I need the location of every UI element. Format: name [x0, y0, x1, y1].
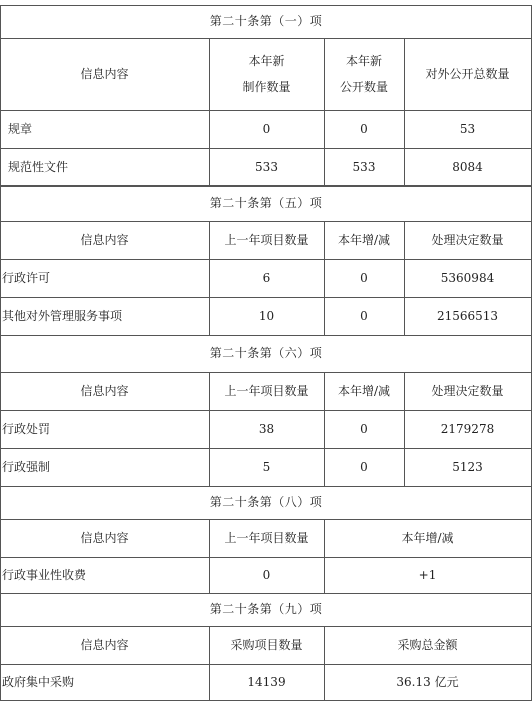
column-header: 本年增/减	[401, 530, 454, 545]
table-cell: 533	[352, 159, 376, 174]
column-header: 信息内容	[80, 232, 129, 247]
row-label: 行政处罚	[2, 421, 51, 436]
table-cell: 10	[258, 308, 275, 323]
column-header: 信息内容	[80, 383, 129, 398]
section-title: 第二十条第（一）项	[209, 14, 323, 29]
table-cell: 0	[262, 121, 271, 136]
table-column-rule	[0, 5, 1, 186]
table-cell: 21566513	[436, 308, 499, 323]
table-column-rule	[404, 38, 405, 186]
column-header: 处理决定数量	[431, 232, 504, 247]
table-column-rule	[209, 626, 210, 700]
table-column-rule	[209, 38, 210, 186]
row-label: 规范性文件	[8, 159, 69, 174]
table-column-rule	[0, 593, 1, 700]
table-cell: +1	[418, 567, 437, 582]
column-header: 上一年项目数量	[224, 232, 309, 247]
table-cell: 6	[262, 270, 271, 285]
section-title: 第二十条第（六）项	[209, 346, 323, 361]
table-column-rule	[209, 221, 210, 335]
column-header: 上一年项目数量	[224, 530, 309, 545]
column-header: 本年新 制作数量	[242, 53, 291, 94]
table-column-rule	[404, 372, 405, 486]
table-cell: 0	[360, 308, 368, 323]
column-header: 上一年项目数量	[224, 383, 309, 398]
column-header: 本年新 公开数量	[339, 53, 388, 94]
table-cell: 5123	[452, 459, 483, 474]
column-header: 采购项目数量	[230, 637, 303, 652]
table-cell: 533	[255, 159, 278, 174]
table-column-rule	[324, 626, 325, 700]
table-column-rule	[0, 335, 1, 486]
table-cell: 0	[360, 121, 368, 136]
column-header: 信息内容	[80, 530, 129, 545]
table-cell: 5360984	[440, 270, 495, 285]
table-column-rule	[324, 38, 325, 186]
row-label: 行政事业性收费	[2, 567, 87, 582]
table-cell: 53	[459, 121, 476, 136]
row-label: 行政许可	[2, 270, 51, 285]
table-cell: 38	[258, 421, 275, 436]
table-column-rule	[0, 486, 1, 593]
section-title: 第二十条第（五）项	[209, 195, 323, 210]
column-header: 信息内容	[80, 66, 129, 81]
table-cell: 0	[360, 459, 368, 474]
section-title: 第二十条第（八）项	[209, 495, 323, 510]
table-cell: 14139	[247, 674, 286, 689]
table-cell: 8084	[452, 159, 483, 174]
column-header: 信息内容	[80, 637, 129, 652]
row-label: 规章	[8, 121, 33, 136]
table-column-rule	[209, 372, 210, 486]
table-cell: 2179278	[440, 421, 495, 436]
column-header: 对外公开总数量	[425, 66, 510, 81]
table-column-rule	[404, 221, 405, 335]
column-header: 本年增/减	[337, 383, 391, 398]
table-column-rule	[324, 519, 325, 593]
table-cell: 0	[262, 567, 271, 582]
column-header: 处理决定数量	[431, 383, 504, 398]
table-cell: 5	[262, 459, 271, 474]
row-label: 其他对外管理服务事项	[2, 308, 123, 323]
table-cell: 0	[360, 421, 368, 436]
table-column-rule	[324, 221, 325, 335]
column-header: 本年增/减	[337, 232, 391, 247]
row-label: 政府集中采购	[2, 674, 75, 689]
column-header: 采购总金额	[397, 637, 458, 652]
row-label: 行政强制	[2, 459, 51, 474]
table-cell: 0	[360, 270, 368, 285]
table-column-rule	[0, 185, 1, 335]
table-cell: 36.13 亿元	[396, 674, 459, 689]
section-title: 第二十条第（九）项	[209, 602, 323, 617]
table-column-rule	[324, 372, 325, 486]
table-column-rule	[209, 519, 210, 593]
